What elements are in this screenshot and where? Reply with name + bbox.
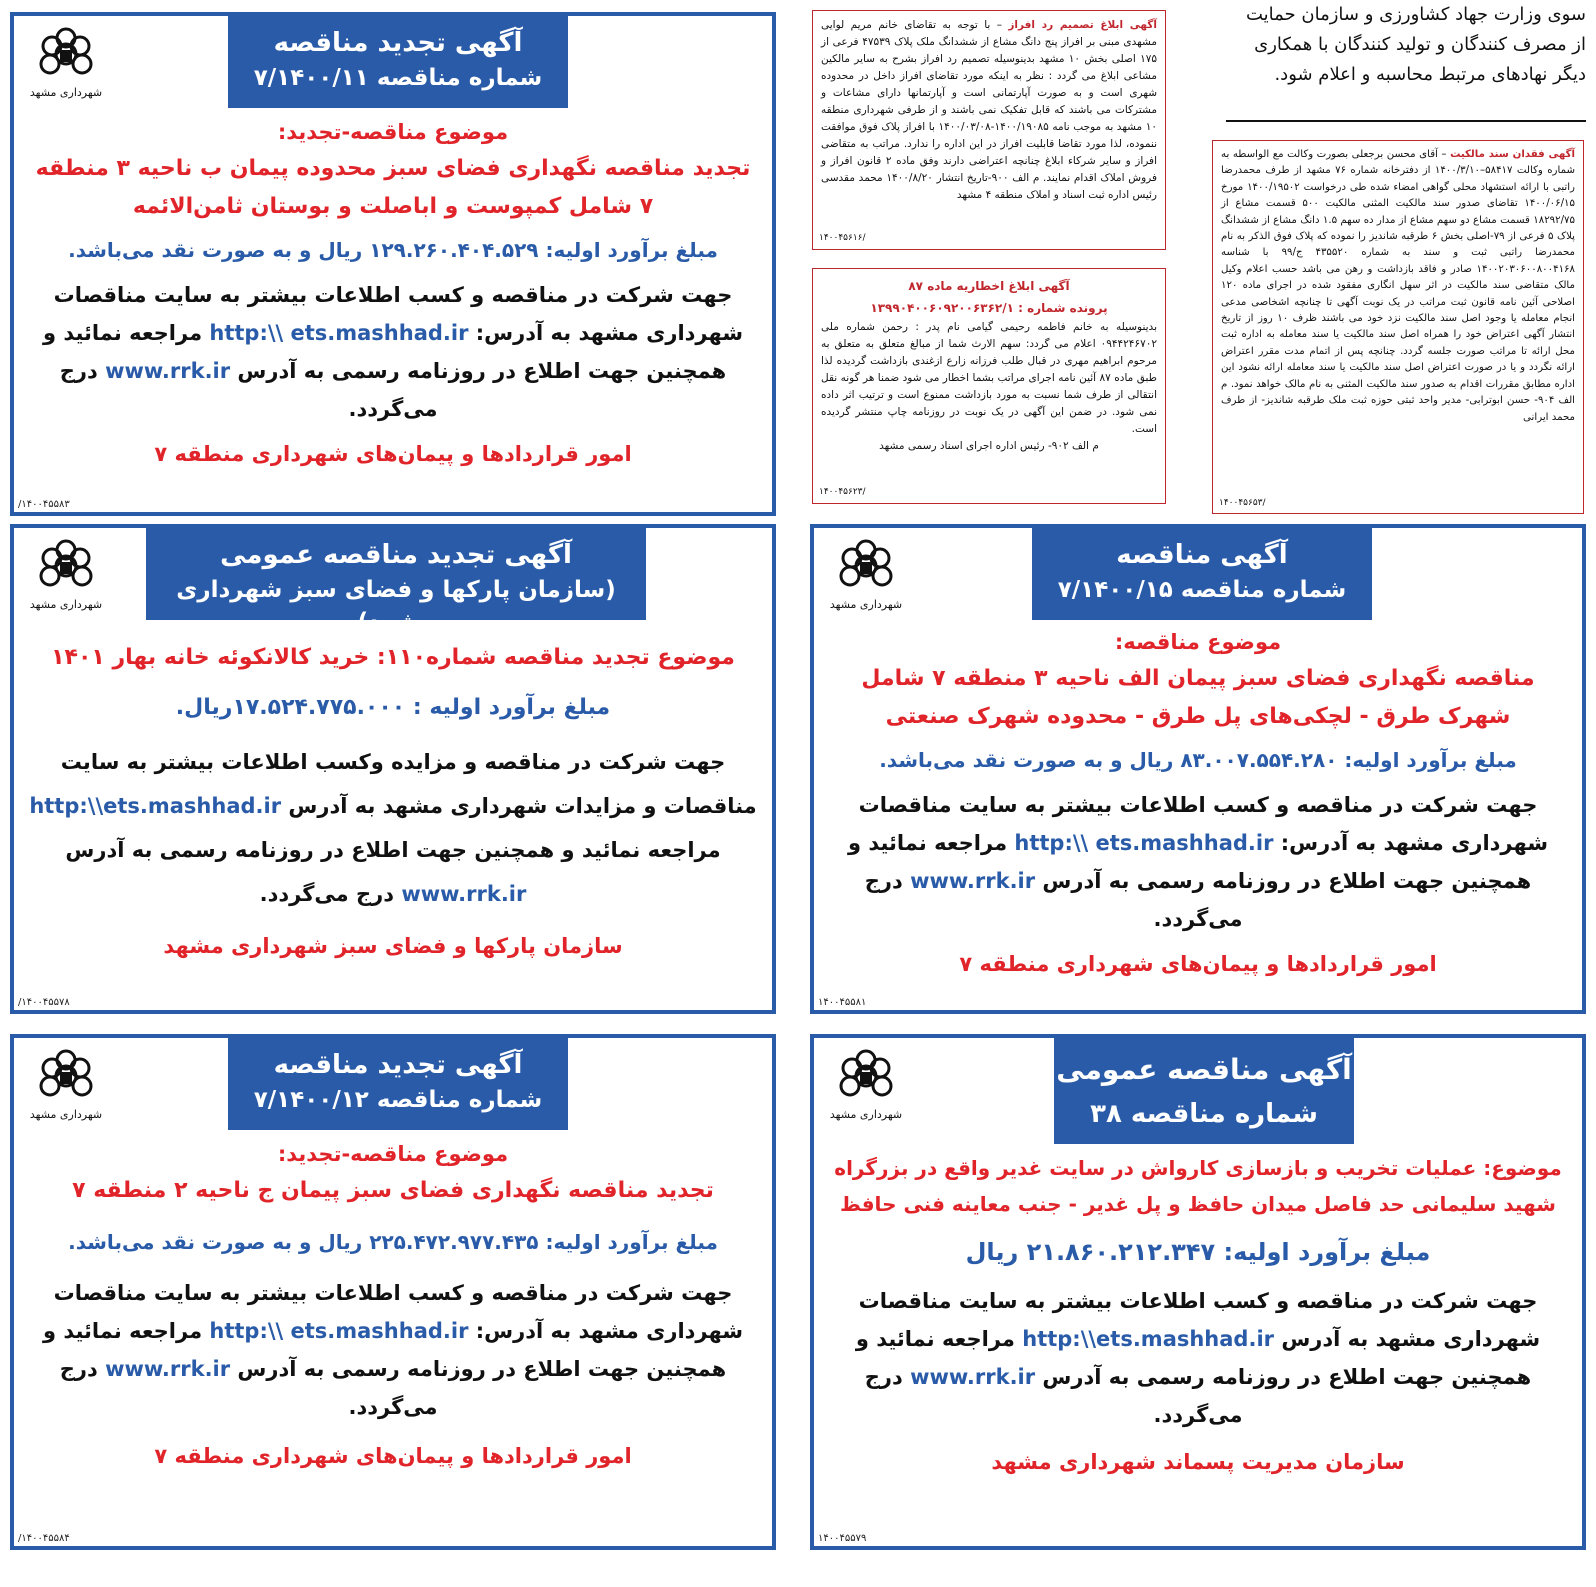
tender-site-link[interactable]: http:\\ ets.mashhad.ir xyxy=(1014,831,1274,855)
ad-header xyxy=(146,528,646,635)
ad-signature: امور قراردادها و پیمان‌های شهرداری منطقه ۷ xyxy=(959,952,1437,976)
ad-subject: مناقصه نگهداری فضای سبز پیمان الف ناحیه ۳ منطقه ۷ شامل شهرک طرق - لچکی‌های پل طرق - محدوده شهرک صنعتی xyxy=(861,666,1535,729)
tender-site-link[interactable]: http:\\ets.mashhad.ir xyxy=(29,794,282,818)
notice-signature: م الف ۹۰۲- رئیس اداره اجرای اسناد رسمی مشهد xyxy=(879,440,1099,452)
mashhad-municipality-logo xyxy=(26,536,106,616)
logo-caption: شهرداری مشهد xyxy=(829,1108,903,1121)
ad-estimate: مبلغ برآورد اولیه: ۲۲۵.۴۷۲.۹۷۷.۴۳۵ ریال و به صورت نقد می‌باشد. xyxy=(68,1230,718,1254)
column-divider xyxy=(1226,120,1586,122)
ad-subject: تجدید مناقصه نگهداری فضای سبز محدوده پیمان ب ناحیه ۳ منطقه ۷ شامل کمپوست و اباصلت و بوستان ثامن‌الائمه xyxy=(35,156,751,219)
logo-caption: شهرداری مشهد xyxy=(29,1108,103,1121)
tender-ad-5 xyxy=(810,1034,1586,1550)
tender-site-link[interactable]: http:\\ets.mashhad.ir xyxy=(1022,1327,1274,1351)
ad-body xyxy=(28,640,758,964)
rrk-site-link[interactable]: www.rrk.ir xyxy=(910,1365,1036,1389)
ad-number: شماره مناقصه ۷/۱۴۰۰/۱۵ xyxy=(1057,577,1347,603)
ad-instructions: جهت شرکت در مناقصه و کسب اطلاعات بیشتر به سایت مناقصات شهرداری مشهد به آدرس: http:\\ ets.mashhad.ir مراجعه نمائید و همچنین جهت اطلاع در روزنامه رسمی به آدرس www.rrk.ir درج می‌گردد. xyxy=(42,1281,744,1419)
rrk-site-link[interactable]: www.rrk.ir xyxy=(105,1357,231,1381)
mashhad-municipality-logo xyxy=(26,1046,106,1126)
ad-code: ۱۴۰۰۴۵۵۸۱ xyxy=(818,997,867,1008)
ad-subject: موضوع: عملیات تخریب و بازسازی کارواش در سایت غدیر واقع در بزرگراه شهید سلیمانی حد فاصل میدان حافظ و پل غدیر - جنب معاینه فنی حافظ xyxy=(834,1156,1562,1216)
rrk-site-link[interactable]: www.rrk.ir xyxy=(910,869,1036,893)
column-line: از مصرف کنندگان و تولید کنندگان با همکاری xyxy=(1254,34,1586,55)
tender-ad-1 xyxy=(10,12,776,516)
ad-estimate: مبلغ برآورد اولیه: ۲۱.۸۶۰.۲۱۲.۳۴۷ ریال xyxy=(965,1238,1431,1266)
notice-code: ۱۴۰۰۴۵۶۲۳/ xyxy=(819,487,866,497)
tender-ad-2 xyxy=(10,524,776,1014)
ad-header xyxy=(228,1038,568,1130)
tender-site-link[interactable]: http:\\ ets.mashhad.ir xyxy=(209,1319,469,1343)
ad-estimate: مبلغ برآورد اولیه: ۸۳.۰۰۷.۵۵۴.۲۸۰ ریال و به صورت نقد می‌باشد. xyxy=(879,748,1517,772)
ad-signature: امور قراردادها و پیمان‌های شهرداری منطقه ۷ xyxy=(154,442,632,466)
ad-header xyxy=(228,16,568,108)
ad-org: (سازمان پارکها و فضای سبز شهرداری مشهد) xyxy=(176,577,616,635)
ad-body xyxy=(828,1150,1568,1480)
column-line: سوی وزارت جهاد کشاورزی و سازمان حمایت xyxy=(1245,4,1586,25)
ad-header xyxy=(1032,528,1372,620)
rrk-site-link[interactable]: www.rrk.ir xyxy=(105,359,231,383)
notice-title: آگهی ابلاغ اخطاریه ماده ۸۷ xyxy=(908,279,1070,293)
tender-ad-4 xyxy=(10,1034,776,1550)
logo-caption: شهرداری مشهد xyxy=(829,598,903,611)
ad-code: /۱۴۰۰۴۵۵۸۳ xyxy=(18,499,70,510)
ad-title: آگهی مناقصه عمومی xyxy=(1056,1053,1352,1086)
mashhad-municipality-logo xyxy=(26,24,106,104)
notice-title: آگهی فقدان سند مالکیت xyxy=(1450,149,1575,160)
notice-body: بدینوسیله به خانم فاطمه رحیمی گیامی نام پدر : رحمن شماره ملی ۰۹۴۴۲۴۶۷۰۲ اعلام می گردد: سهم الارث شما از مبالغ متعلق به متعلق به مرحوم ابراهیم مهری در قبال طلب فرزانه زارع ازغندی بازداشت گردیده لذا طبق ماده ۸۷ آئین نامه اجرای مراتب بشما اخطار می شود ضمنا هر گونه نقل انتقالی از طرف شما نسبت به مورد بازداشت ممنوع است و ترتیب اثر داده نمی شود. در ضمن این آگهی در یک نوبت در روزنامه چاپ منتشر گردیده است. xyxy=(821,321,1157,435)
ad-subject: موضوع تجدید مناقصه شماره۱۱۰: خرید کالانکوئه خانه بهار ۱۴۰۱ xyxy=(51,645,735,670)
ad-instructions: جهت شرکت در مناقصه و کسب اطلاعات بیشتر به سایت مناقصات شهرداری مشهد به آدرس: http:\\ ets.mashhad.ir مراجعه نمائید و همچنین جهت اطلاع در روزنامه رسمی به آدرس www.rrk.ir درج می‌گردد. xyxy=(42,283,744,421)
notice-article-87 xyxy=(812,268,1166,504)
notice-code: ۱۴۰۰۴۵۶۵۳/ xyxy=(1219,497,1266,508)
ad-signature: سازمان مدیریت پسماند شهرداری مشهد xyxy=(991,1450,1405,1474)
ad-instructions: جهت شرکت در مناقصه و کسب اطلاعات بیشتر به سایت مناقصات شهرداری مشهد به آدرس: http:\\ ets.mashhad.ir مراجعه نمائید و همچنین جهت اطلاع در روزنامه رسمی به آدرس www.rrk.ir درج می‌گردد. xyxy=(847,793,1549,931)
ad-title: آگهی تجدید مناقصه xyxy=(273,1050,523,1080)
ad-estimate: مبلغ برآورد اولیه: ۱۲۹.۲۶۰.۴۰۴.۵۲۹ ریال و به صورت نقد می‌باشد. xyxy=(68,238,718,262)
notice-body: – آقای محسن برجعلی بصورت وکالت مع الواسطه به شماره وکالت ۵۸۴۱۷–۱۴۰۰/۳/۱۰ از دفترخانه شماره ۷۶ مشهد از طرف محمدرضا راتبی با ارائه استشهاد محلی گواهی امضاء شده طی درخواست ۱۴۰۰/۱۹۵۰۲ مورخ ۱۴۰۰/۰۶/۱۵ تقاضای صدور سند مالکیت المثنی مالکیت ۵۰۰ قسمت مشاع از ۱۸۲۹۲/۷۵ قسمت مشاع دو سهم مشاع از مدار ده سهم ۱.۵ دانگ مشاع از ششدانگ پلاک ۵ فرعی از ۷۹-اصلی بخش ۶ طرقبه شاندیز را نموده که پلاک فوق الذکر به نام محمدرضا راتبی ثبت و سند به شماره ۴۳۵۵۲۰ ج/۹۹ با شناسه ۱۴۰۰۲۰۳۰۶۰۰۸۰۰۴۱۶۸ صادر و فاقد بازداشت و رهن می باشد حسب اعلام وکیل مالک متقاضی سند مالکیت در اثر سهل انگاری مفقود شده در اجرای ماده ۱۲۰ اصلاحی آئین نامه قانون ثبت مراتب در یک نوبت آگهی تا چنانچه اشخاصی مدعی انجام معامله یا وجود اصل سند مالکیت نزد خود می باشند ظرف ۱۰ روز از تاریخ انتشار آگهی اعتراض خود را همراه اصل سند مالکیت یا سند معامله به اداره ثبت محل ارائه تا مراتب صورت جلسه گردد. چنانچه پس از اتمام مدت مقرر اعتراض ارائه نگردد و یا در صورت اعتراض اصل سند مالکیت یا سند معامله ارائه نشود این اداره مطابق مقررات اقدام به صدور سند مالکیت المثنی به نام مالک خواهد نمود. م الف ۹۰۴- حسن ابوترابی- مدیر واحد ثبتی حوزه ثبت ملک طرقبه شاندیز- از طرف محمد ایرانی xyxy=(1221,149,1576,423)
notice-body: – با توجه به تقاضای خانم مریم لوایی مشهدی مبنی بر افراز پنج دانگ مشاع از ششدانگ ملک پلاک ۴۷۵۳۹ فرعی از ۱۷۵ اصلی بخش ۱۰ مشهد بدینوسیله تصمیم رد افراز بشرح به سایر مالکین مشاعی ابلاغ می گردد : نظر به اینکه مورد تقاضای افراز داخل در محدوده شهری است و به صورت آپارتمانی است و آپارتمانها دارای مشاعات و مشترکات می باشند که قابل تفکیک نمی باشند و از طرفی شهرداری منطقه ۱۰ مشهد به موجب نامه ۱۴۰۰/۱۹۰۸۵-۱۴۰۰/۰۳/۰۸ با افراز پلاک فوق موافقت ننموده، لذا مورد تقاضا قابلیت افراز در این اداره را ندارد. مراتب به متقاضی افراز و سایر شرکاء ابلاغ چنانچه اعتراضی دارند وفق ماده ۲ قانون افراز و فروش املاک اقدام نمایند. م الف ۹۰۰-تاریخ انتشار ۱۴۰۰/۸/۲۰ محمد مقدسی رئیس اداره ثبت اسناد و املاک منطقه ۴ مشهد xyxy=(821,19,1158,201)
column-line: دیگر نهادهای مرتبط محاسبه و اعلام شود. xyxy=(1274,64,1586,85)
ad-body xyxy=(28,1136,758,1474)
column-text xyxy=(1206,0,1586,90)
ad-subject-label: موضوع مناقصه-تجدید: xyxy=(277,1142,509,1166)
notice-code: ۱۴۰۰۴۵۶۱۶/ xyxy=(819,233,866,243)
logo-caption: شهرداری مشهد xyxy=(29,86,103,99)
ad-number: شماره مناقصه ۳۸ xyxy=(1090,1099,1318,1129)
ad-code: /۱۴۰۰۴۵۵۷۸ xyxy=(18,997,70,1008)
ad-title: آگهی تجدید مناقصه عمومی xyxy=(220,540,572,570)
ad-subject-label: موضوع مناقصه: xyxy=(1114,630,1282,654)
ad-body xyxy=(28,114,758,472)
ad-title: آگهی تجدید مناقصه xyxy=(273,28,523,58)
notice-file-number: پرونده شماره : ۱۳۹۹۰۴۰۰۶۰۹۲۰۰۶۳۶۲/۱ xyxy=(870,301,1108,315)
ad-number: شماره مناقصه ۷/۱۴۰۰/۱۱ xyxy=(253,65,543,91)
ad-instructions: جهت شرکت در مناقصه و کسب اطلاعات بیشتر به سایت مناقصات شهرداری مشهد به آدرس http:\\ets.mashhad.ir مراجعه نمائید و همچنین جهت اطلاع در روزنامه رسمی به آدرس www.rrk.ir درج می‌گردد. xyxy=(855,1289,1541,1427)
ad-signature: سازمان پارکها و فضای سبز شهرداری مشهد xyxy=(163,934,623,958)
ad-header xyxy=(1054,1038,1354,1144)
ad-instructions: جهت شرکت در مناقصه و مزایده وکسب اطلاعات بیشتر به سایت مناقصات و مزایدات شهرداری مشهد به آدرس http:\\ets.mashhad.ir مراجعه نمائید و همچنین جهت اطلاع در روزنامه رسمی به آدرس www.rrk.ir درج می‌گردد. xyxy=(29,750,757,906)
ad-subject-label: موضوع مناقصه-تجدید: xyxy=(277,120,509,144)
ad-number: شماره مناقصه ۷/۱۴۰۰/۱۲ xyxy=(253,1087,543,1113)
notice-lost-deed xyxy=(1212,140,1584,514)
ad-code: ۱۴۰۰۴۵۵۷۹ xyxy=(818,1533,867,1544)
ad-code: /۱۴۰۰۴۵۵۸۴ xyxy=(18,1533,70,1544)
ad-estimate: مبلغ برآورد اولیه : ۱۷.۵۲۴.۷۷۵.۰۰۰ریال. xyxy=(175,695,611,720)
ad-body xyxy=(828,624,1568,982)
tender-site-link[interactable]: http:\\ ets.mashhad.ir xyxy=(209,321,469,345)
rrk-site-link[interactable]: www.rrk.ir xyxy=(401,882,527,906)
mashhad-municipality-logo xyxy=(826,1046,906,1126)
ad-signature: امور قراردادها و پیمان‌های شهرداری منطقه ۷ xyxy=(154,1444,632,1468)
tender-ad-3 xyxy=(810,524,1586,1014)
mashhad-municipality-logo xyxy=(826,536,906,616)
notice-partition-rejection xyxy=(812,10,1166,250)
logo-caption: شهرداری مشهد xyxy=(29,598,103,611)
notice-title: آگهی ابلاغ تصمیم رد افراز xyxy=(1008,19,1158,31)
ad-title: آگهی مناقصه xyxy=(1116,540,1288,570)
ad-subject: تجدید مناقصه نگهداری فضای سبز پیمان ج ناحیه ۲ منطقه ۷ xyxy=(72,1178,714,1203)
